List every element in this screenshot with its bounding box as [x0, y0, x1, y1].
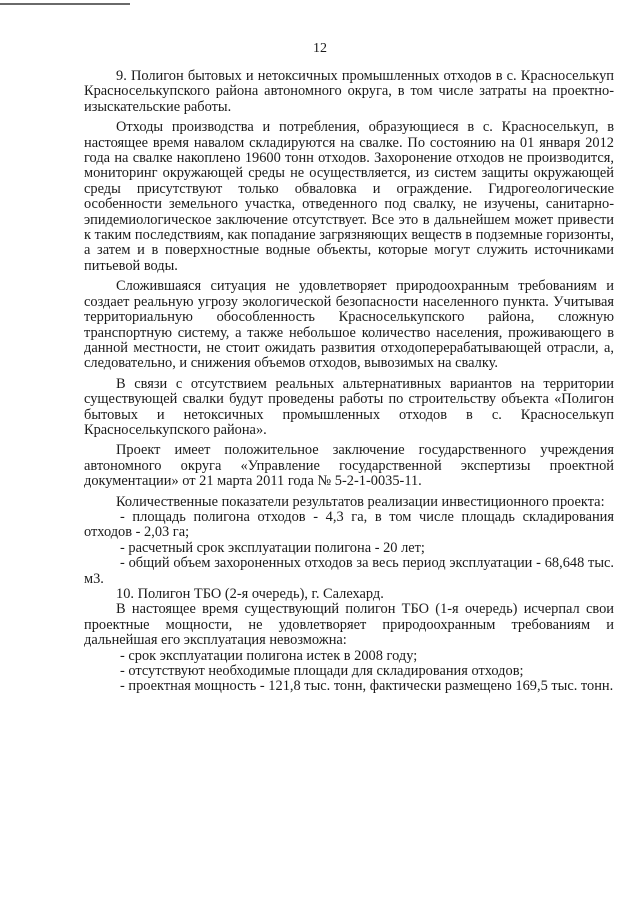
page-number: 12	[313, 41, 327, 56]
paragraph-threat: Сложившаяся ситуация не удовлетворяет природоохранным требованиям и создает реальную угрозу экологической безопасности населенного пункта. Учитывая территориальную обособленность Красноселькупского района, сложную транспортную систему, а также небольшое количество населения, проживающего в данной местности, не стоит ожидать развития отходоперерабатывающей отрасли, а, следовательно, и снижения объемов отходов, вывозимых на свалку.	[84, 278, 614, 372]
paragraph-salekhard-situation: В настоящее время существующий полигон ТБО (1-я очередь) исчерпал свои проектные мощности, не удовлетворяет природоохранным требованиям и дальнейшая его эксплуатация невозможна:	[84, 601, 614, 649]
list-item-term: - расчетный срок эксплуатации полигона - 20 лет;	[120, 539, 425, 556]
paragraph-indicators-intro: Количественные показатели результатов реализации инвестиционного проекта:	[116, 493, 605, 510]
list-item-expired: - срок эксплуатации полигона истек в 2008 году;	[120, 647, 418, 664]
body-text	[84, 69, 614, 695]
list-item-volume: - общий объем захороненных отходов за весь период эксплуатации - 68,648 тыс. м3.	[84, 555, 614, 587]
list-item-area: - площадь полигона отходов - 4,3 га, в том числе площадь складирования отходов - 2,03 га;	[84, 508, 614, 541]
list-item-capacity: - проектная мощность - 121,8 тыс. тонн, фактически размещено 169,5 тыс. тонн.	[120, 678, 614, 695]
paragraph-expertise: Проект имеет положительное заключение государственного учреждения автономного округа «Управление государственной экспертизы проектной документации» от 21 марта 2011 года № 5-2-1-0035-11.	[84, 442, 614, 490]
scan-edge-line	[0, 3, 130, 5]
list-item-no-area: - отсутствуют необходимые площади для складирования отходов;	[120, 663, 524, 680]
paragraph-item-10-heading: 10. Полигон ТБО (2-я очередь), г. Салехард.	[116, 586, 384, 602]
paragraph-item-9-heading: 9. Полигон бытовых и нетоксичных промышленных отходов в с. Красноселькуп Красноселькупского района автономного округа, в том числе затраты на проектно-изыскательские работы.	[84, 68, 614, 115]
paragraph-waste-situation: Отходы производства и потребления, образующиеся в с. Красноселькуп, в настоящее время навалом складируются на свалке. По состоянию на 01 января 2012 года на свалке накоплено 19600 тонн отходов. Захоронение отходов не производится, мониторинг окружающей среды не осуществляется, из систем защиты окружающей среды присутствуют только обваловка и ограждение. Гидрогеологические особенности земельного участка, отведенного под свалку, не изучены, санитарно-эпидемиологическое заключение отсутствует. Все это в дальнейшем может привести к таким последствиям, как попадание загрязняющих веществ в подземные горизонты, а затем и в поверхностные водные объекты, которые могут служить источниками питьевой воды.	[84, 119, 614, 274]
paragraph-construction: В связи с отсутствием реальных альтернативных вариантов на территории существующей свалки будут проведены работы по строительству объекта «Полигон бытовых и нетоксичных промышленных отходов в с. Красноселькуп Красноселькупского района».	[84, 375, 614, 438]
